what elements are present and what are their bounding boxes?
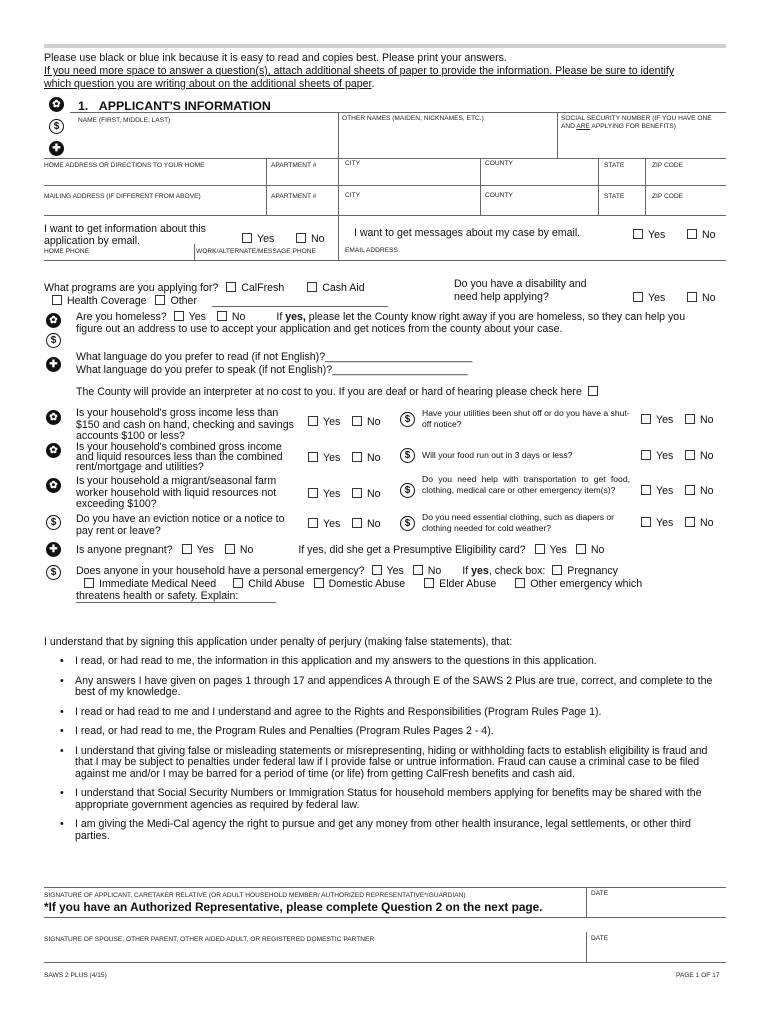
dollar-icon: $: [400, 412, 415, 427]
state-label: STATE: [604, 193, 625, 200]
email-info-no[interactable]: No: [296, 233, 325, 246]
checkbox[interactable]: [685, 414, 695, 424]
divider: [598, 185, 599, 215]
state-label: STATE: [604, 162, 625, 169]
q3-yes[interactable]: Yes: [308, 488, 340, 501]
r2-yes[interactable]: Yes: [641, 450, 673, 463]
calfresh-icon: ✿: [49, 97, 64, 112]
apartment-label: APARTMENT #: [271, 162, 317, 169]
list-item: • I understand that giving false or misleading statements or misrepresenting, hiding or withholding facts to establish eligibility is fraud and that I may be subject to penalties under federal law if I provide false or untrue information. Fraud can cause a criminal case to be filed against me and/or I may be barred for a period of time (or life) from getting CalFresh benefits and cash aid.: [44, 746, 725, 781]
elder-abuse-option[interactable]: Elder Abuse: [439, 578, 497, 590]
r3-yes[interactable]: Yes: [641, 485, 673, 498]
checkbox[interactable]: [685, 450, 695, 460]
dollar-icon: $: [400, 516, 415, 531]
divider: [44, 185, 726, 186]
divider: [70, 112, 726, 113]
divider: [338, 215, 339, 260]
checkbox[interactable]: [641, 450, 651, 460]
checkbox[interactable]: [233, 578, 243, 588]
q1-no[interactable]: No: [352, 416, 381, 429]
disability-no[interactable]: No: [687, 292, 716, 305]
r1-yes[interactable]: Yes: [641, 414, 673, 427]
checkbox[interactable]: [84, 578, 94, 588]
pregnant-question: Is anyone pregnant? Yes No If yes, did she get a Presumptive Eligibility card? Yes No: [76, 544, 605, 556]
checkbox[interactable]: [308, 518, 318, 528]
calfresh-icon: ✿: [46, 313, 61, 328]
checkbox[interactable]: [226, 282, 236, 292]
divider: [44, 260, 726, 261]
perjury-intro: I understand that by signing this application under penalty of perjury (making false statements), that:: [44, 636, 513, 648]
homeless-line-2: figure out an address to use to accept your application and get notices from the county about your case.: [76, 323, 563, 335]
emergency-question: Does anyone in your household have a personal emergency? Yes No If yes, check box: Pregnancy: [76, 565, 618, 577]
dollar-icon: $: [46, 565, 61, 580]
zip-label: ZIP CODE: [652, 193, 684, 200]
checkbox[interactable]: [685, 517, 695, 527]
divider: [338, 185, 339, 215]
instruction-line-3: which question you are writing about on the additional sheets of paper.: [44, 78, 375, 90]
child-abuse-option[interactable]: Child Abuse: [248, 578, 305, 590]
perjury-list: [44, 656, 725, 850]
divider: [338, 112, 339, 158]
list-item: • I read or had read to me and I understand and agree to the Rights and Responsibilities (Program Rules Page 1).: [44, 707, 725, 719]
medi-cal-icon: ✚: [46, 357, 61, 372]
checkbox[interactable]: [308, 416, 318, 426]
divider: [266, 185, 267, 215]
interpreter-note: The County will provide an interpreter at no cost to you. If you are deaf or hard of hearing please check here: [76, 386, 603, 399]
calfresh-icon: ✿: [46, 478, 61, 493]
checkbox[interactable]: [217, 311, 227, 321]
divider: [44, 158, 726, 159]
checkbox[interactable]: [633, 229, 643, 239]
r4-yes[interactable]: Yes: [641, 517, 673, 530]
checkbox[interactable]: [552, 565, 562, 575]
form-number: SAWS 2 PLUS (4/15): [44, 972, 107, 979]
checkbox[interactable]: [687, 229, 697, 239]
calfresh-option[interactable]: CalFresh: [241, 282, 285, 294]
applicant-signature-label: SIGNATURE OF APPLICANT, CARETAKER RELATIVE (OR ADULT HOUSEHOLD MEMBER/ AUTHORIZED REPRESENTATIVE*/GUARDIAN): [44, 892, 466, 899]
divider: [645, 185, 646, 215]
health-coverage-option[interactable]: Health Coverage: [67, 295, 147, 307]
checkbox[interactable]: [174, 311, 184, 321]
divider: [557, 112, 558, 158]
divider: [645, 158, 646, 185]
checkbox[interactable]: [372, 565, 382, 575]
divider: [586, 932, 587, 962]
q2-no[interactable]: No: [352, 452, 381, 465]
checkbox[interactable]: [225, 544, 235, 554]
q1-yes[interactable]: Yes: [308, 416, 340, 429]
r4-no[interactable]: No: [685, 517, 714, 530]
list-item: • I read, or had read to me, the information in this application and my answers to the questions in this application.: [44, 656, 725, 668]
medi-cal-icon: ✚: [49, 141, 64, 156]
authorized-rep-note: *If you have an Authorized Representative, please complete Question 2 on the next page.: [44, 900, 543, 914]
dollar-icon: $: [46, 515, 61, 530]
checkbox[interactable]: [352, 416, 362, 426]
divider: [480, 158, 481, 185]
expedited-r2: Will your food run out in 3 days or less?: [422, 450, 573, 460]
divider: [194, 244, 195, 260]
programs-options-2: [52, 295, 197, 308]
checkbox[interactable]: [52, 295, 62, 305]
email-msg-question: I want to get messages about my case by email.: [354, 227, 581, 239]
medi-cal-icon: ✚: [46, 542, 61, 557]
expedited-r4: Do you need essential clothing, such as diapers or clothing needed for cold weather?: [422, 512, 615, 533]
county-label: COUNTY: [485, 160, 513, 167]
other-emergency-option[interactable]: Other emergency which: [530, 578, 643, 590]
emergency-explain: threatens health or safety. Explain:: [76, 590, 239, 602]
instruction-line-1: Please use black or blue ink because it is easy to read and copies best. Please print your answers.: [44, 52, 507, 64]
work-phone-label: WORK/ALTERNATE/MESSAGE PHONE: [196, 248, 316, 255]
email-info-yes[interactable]: Yes: [242, 233, 274, 246]
other-names-field-label: OTHER NAMES (MAIDEN, NICKNAMES, ETC.): [342, 115, 484, 122]
disability-yes[interactable]: Yes: [633, 292, 665, 305]
city-label: CITY: [345, 160, 361, 167]
expedited-r3: Do you need help with transportation to get food, clothing, medical care or other emergency item(s)?: [422, 474, 630, 495]
instruction-line-2: If you need more space to answer a question(s), attach additional sheets of paper to provide the information. Please be sure to identify: [44, 65, 675, 77]
r1-no[interactable]: No: [685, 414, 714, 427]
applicant-signature-line[interactable]: [44, 917, 726, 918]
email-address-label: EMAIL ADDRESS: [345, 247, 398, 254]
checkbox[interactable]: [424, 578, 434, 588]
page-number: PAGE 1 OF 17: [676, 972, 720, 979]
checkbox[interactable]: [352, 488, 362, 498]
top-rule: [44, 44, 726, 48]
email-msg-yes[interactable]: Yes: [633, 229, 665, 242]
expedited-q2: Is your household's combined gross income and liquid resources less than the combined rent/mortgage and utilities?: [76, 441, 283, 473]
divider: [338, 158, 339, 185]
checkbox[interactable]: [685, 485, 695, 495]
city-label: CITY: [345, 192, 361, 199]
checkbox[interactable]: [515, 578, 525, 588]
medical-need-option[interactable]: Immediate Medical Need: [99, 578, 217, 590]
calfresh-icon: ✿: [46, 443, 61, 458]
divider: [598, 158, 599, 185]
divider: [76, 602, 276, 603]
name-field-label: NAME (FIRST, MIDDLE, LAST): [78, 117, 171, 124]
dollar-icon: $: [49, 119, 64, 134]
county-label: COUNTY: [485, 192, 513, 199]
divider: [44, 887, 726, 888]
divider: [480, 185, 481, 215]
checkbox[interactable]: [633, 292, 643, 302]
checkbox[interactable]: [308, 488, 318, 498]
disability-question: Do you have a disability and need help applying?: [454, 278, 587, 303]
dollar-icon: $: [400, 483, 415, 498]
checkbox[interactable]: [641, 485, 651, 495]
checkbox[interactable]: [296, 233, 306, 243]
home-phone-label: HOME PHONE: [44, 248, 90, 255]
list-item: • I read, or had read to me, the Program Rules and Penalties (Program Rules Pages 2 - 4).: [44, 726, 725, 738]
mailing-address-label: MAILING ADDRESS (IF DIFFERENT FROM ABOVE): [44, 193, 201, 200]
checkbox[interactable]: [307, 282, 317, 292]
q4-no[interactable]: No: [352, 518, 381, 531]
other-program-line[interactable]: [212, 306, 388, 307]
section-title: 1. APPLICANT'S INFORMATION: [78, 99, 271, 113]
date-label: DATE: [591, 890, 609, 897]
checkbox[interactable]: [352, 452, 362, 462]
r2-no[interactable]: No: [685, 450, 714, 463]
r3-no[interactable]: No: [685, 485, 714, 498]
divider: [266, 158, 267, 185]
checkbox[interactable]: [314, 578, 324, 588]
checkbox[interactable]: [242, 233, 252, 243]
checkbox[interactable]: [308, 452, 318, 462]
checkbox[interactable]: [576, 544, 586, 554]
home-address-label: HOME ADDRESS OR DIRECTIONS TO YOUR HOME: [44, 162, 205, 169]
other-program-option[interactable]: Other: [170, 295, 197, 307]
q3-no[interactable]: No: [352, 488, 381, 501]
checkbox[interactable]: [641, 414, 651, 424]
apartment-label: APARTMENT #: [271, 193, 317, 200]
list-item: • Any answers I have given on pages 1 through 17 and appendices A through E of the SAWS 2 Plus are true, correct, and complete to the best of my knowledge.: [44, 676, 725, 699]
checkbox[interactable]: [687, 292, 697, 302]
homeless-question: Are you homeless? Yes No If yes, please let the County know right away if you are homeless, so they can help you: [76, 311, 686, 323]
q2-yes[interactable]: Yes: [308, 452, 340, 465]
checkbox[interactable]: [641, 517, 651, 527]
email-msg-no[interactable]: No: [687, 229, 716, 242]
calfresh-icon: ✿: [46, 410, 61, 425]
checkbox[interactable]: [155, 295, 165, 305]
list-item: • I am giving the Medi-Cal agency the right to pursue and get any money from other health insurance, legal settlements, or other third parties.: [44, 819, 725, 842]
checkbox[interactable]: [413, 565, 423, 575]
checkbox[interactable]: [535, 544, 545, 554]
spouse-signature-line[interactable]: [44, 962, 726, 963]
instructions: [44, 52, 734, 91]
programs-question: What programs are you applying for? CalFresh Cash Aid: [44, 282, 365, 294]
dollar-icon: $: [400, 448, 415, 463]
emergency-options: [84, 578, 744, 591]
email-info-question: I want to get information about this application by email.: [44, 223, 206, 247]
date-label: DATE: [591, 935, 609, 942]
checkbox[interactable]: [352, 518, 362, 528]
language-read: What language do you prefer to read (if not English)?_________________________: [76, 351, 473, 363]
zip-label: ZIP CODE: [652, 162, 684, 169]
checkbox[interactable]: [182, 544, 192, 554]
expedited-q1: Is your household's gross income less than $150 and cash on hand, checking and savings accounts $100 or less?: [76, 407, 294, 442]
q4-yes[interactable]: Yes: [308, 518, 340, 531]
divider: [44, 215, 726, 216]
expedited-q4: Do you have an eviction notice or a notice to pay rent or leave?: [76, 513, 285, 537]
checkbox[interactable]: [588, 386, 598, 396]
language-speak: What language do you prefer to speak (if not English)?_______________________: [76, 364, 468, 376]
divider: [586, 887, 587, 917]
expedited-r1: Have your utilities been shut off or do you have a shut-off notice?: [422, 408, 630, 429]
cash-aid-option[interactable]: Cash Aid: [322, 282, 365, 294]
ssn-field-label: SOCIAL SECURITY NUMBER (IF YOU HAVE ONE AND ARE APPLYING FOR BENEFITS): [561, 115, 712, 130]
list-item: • I understand that Social Security Numbers or Immigration Status for household members applying for benefits may be shared with the appropriate government agencies as required by federal law.: [44, 788, 725, 811]
spouse-signature-label: SIGNATURE OF SPOUSE, OTHER PARENT, OTHER AIDED ADULT, OR REGISTERED DOMESTIC PARTNER: [44, 936, 375, 943]
dollar-icon: $: [46, 333, 61, 348]
expedited-q3: Is your household a migrant/seasonal farm worker household with liquid resources not exceeding $100?: [76, 475, 277, 510]
pregnancy-option[interactable]: Pregnancy: [567, 565, 618, 577]
domestic-abuse-option[interactable]: Domestic Abuse: [328, 578, 406, 590]
